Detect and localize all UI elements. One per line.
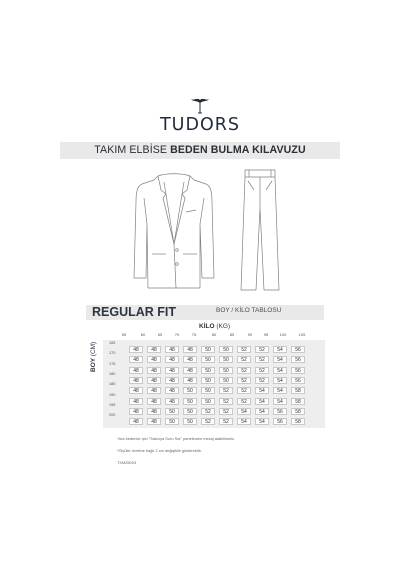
size-cell: 52 (255, 367, 269, 374)
garment-illustrations (128, 168, 288, 296)
product-code: TXM25003 (117, 460, 137, 465)
size-cell: 54 (237, 418, 251, 425)
size-cell: 50 (183, 418, 197, 425)
weight-value: 105 (298, 332, 306, 337)
size-cell: 54 (255, 387, 269, 394)
height-value: 185 (109, 382, 116, 387)
size-cell: 50 (201, 367, 215, 374)
guide-title (60, 144, 340, 156)
size-cell: 48 (129, 356, 143, 363)
size-cell: 52 (255, 346, 269, 353)
size-cell: 56 (273, 408, 287, 415)
regular-fit-bar (86, 305, 324, 320)
size-cell: 48 (129, 387, 143, 394)
size-cell: 48 (147, 377, 161, 384)
size-cell: 54 (273, 346, 287, 353)
size-cell: 48 (129, 346, 143, 353)
size-cell: 48 (147, 346, 161, 353)
size-cell: 54 (255, 398, 269, 405)
weight-value: 65 (157, 332, 163, 337)
size-cell: 52 (219, 408, 233, 415)
size-cell: 48 (183, 377, 197, 384)
note-olcu: *Ölçüler üretime bağlı 2 cm değişiklik gösterebilir. (117, 448, 202, 453)
size-cell: 48 (165, 356, 179, 363)
brand-name: TUDORS (159, 115, 241, 135)
size-cell: 54 (273, 367, 287, 374)
size-cell: 48 (183, 367, 197, 374)
size-cell: 50 (183, 398, 197, 405)
size-cell: 50 (201, 377, 215, 384)
note-ara-beden: *Ara bedenler için "Satıcıya Soru Sor" panelinden mesaj atabilirsiniz. (117, 436, 236, 441)
weight-value: 70 (174, 332, 180, 337)
guide-title-bar (60, 142, 340, 159)
size-cell: 54 (273, 377, 287, 384)
size-cell: 52 (237, 367, 251, 374)
height-value: 195 (109, 402, 116, 407)
size-cell: 48 (129, 408, 143, 415)
size-cell: 58 (291, 387, 305, 394)
size-cell: 52 (219, 387, 233, 394)
size-cell: 52 (201, 408, 215, 415)
size-cell: 48 (147, 398, 161, 405)
height-unit: (CM) (90, 341, 97, 357)
size-cell: 50 (165, 418, 179, 425)
weight-value: 95 (263, 332, 269, 337)
weight-label: KİLO (199, 323, 215, 330)
size-cell: 52 (255, 356, 269, 363)
size-cell: 48 (165, 387, 179, 394)
brand-logo (0, 96, 400, 135)
size-cell: 54 (273, 356, 287, 363)
size-cell: 54 (273, 387, 287, 394)
size-cell: 50 (219, 346, 233, 353)
size-cell: 52 (237, 377, 251, 384)
weight-value: 60 (140, 332, 146, 337)
size-cell: 54 (237, 408, 251, 415)
size-cell: 56 (291, 346, 305, 353)
weight-value: 55 (121, 332, 127, 337)
size-cell: 48 (129, 418, 143, 425)
size-cell: 56 (291, 356, 305, 363)
size-cell: 54 (273, 398, 287, 405)
size-cell: 52 (237, 346, 251, 353)
size-cell: 52 (219, 398, 233, 405)
trousers-drawing (241, 170, 279, 290)
height-value: 180 (109, 371, 116, 376)
size-cell: 50 (201, 398, 215, 405)
size-cell: 52 (237, 387, 251, 394)
weight-value: 90 (247, 332, 253, 337)
weight-value: 75 (191, 332, 197, 337)
size-cell: 58 (291, 418, 305, 425)
fit-title: REGULAR FIT (92, 305, 177, 319)
size-cell: 48 (183, 356, 197, 363)
size-cell: 58 (291, 408, 305, 415)
size-cell: 52 (237, 398, 251, 405)
height-value: 165 (109, 341, 116, 345)
size-cell: 50 (201, 387, 215, 394)
size-cell: 52 (255, 377, 269, 384)
size-cell: 48 (165, 398, 179, 405)
size-cell: 56 (291, 377, 305, 384)
size-cell: 50 (219, 377, 233, 384)
height-axis-label (90, 342, 97, 372)
size-cell: 52 (219, 418, 233, 425)
size-cell: 48 (183, 346, 197, 353)
size-cell: 56 (273, 418, 287, 425)
weight-value: 100 (279, 332, 287, 337)
size-cell: 56 (291, 367, 305, 374)
size-cell: 48 (147, 418, 161, 425)
weight-values-row (118, 332, 330, 339)
size-cell: 48 (129, 367, 143, 374)
size-table (103, 340, 325, 428)
size-cell: 50 (183, 408, 197, 415)
size-cell: 48 (147, 408, 161, 415)
size-cell: 50 (201, 346, 215, 353)
table-subtitle: BOY / KİLO TABLOSU (216, 307, 282, 314)
guide-title-light: TAKIM ELBİSE (94, 144, 168, 156)
size-cell: 50 (219, 356, 233, 363)
weight-axis-label (199, 323, 230, 330)
size-cell: 50 (201, 356, 215, 363)
size-cell: 58 (291, 398, 305, 405)
height-value: 175 (109, 361, 116, 366)
height-value: 170 (109, 351, 116, 356)
height-value: 200 (109, 413, 116, 418)
flag-icon (188, 96, 212, 114)
size-cell: 50 (183, 387, 197, 394)
weight-value: 80 (211, 332, 217, 337)
size-cell: 48 (165, 377, 179, 384)
size-cell: 52 (237, 356, 251, 363)
weight-value: 85 (229, 332, 235, 337)
height-label: BOY (90, 358, 97, 372)
jacket-drawing (134, 174, 214, 288)
size-cell: 52 (201, 418, 215, 425)
size-cell: 54 (255, 408, 269, 415)
size-cell: 48 (147, 356, 161, 363)
size-cell: 50 (219, 367, 233, 374)
size-cell: 48 (129, 377, 143, 384)
guide-title-bold: BEDEN BULMA KILAVUZU (170, 144, 306, 156)
size-cell: 48 (147, 387, 161, 394)
weight-unit: (KG) (216, 323, 231, 330)
size-cell: 54 (255, 418, 269, 425)
height-value: 190 (109, 392, 116, 397)
size-cell: 48 (165, 346, 179, 353)
size-cell: 50 (165, 408, 179, 415)
size-cell: 48 (147, 367, 161, 374)
size-cell: 48 (129, 398, 143, 405)
size-cell: 48 (165, 367, 179, 374)
